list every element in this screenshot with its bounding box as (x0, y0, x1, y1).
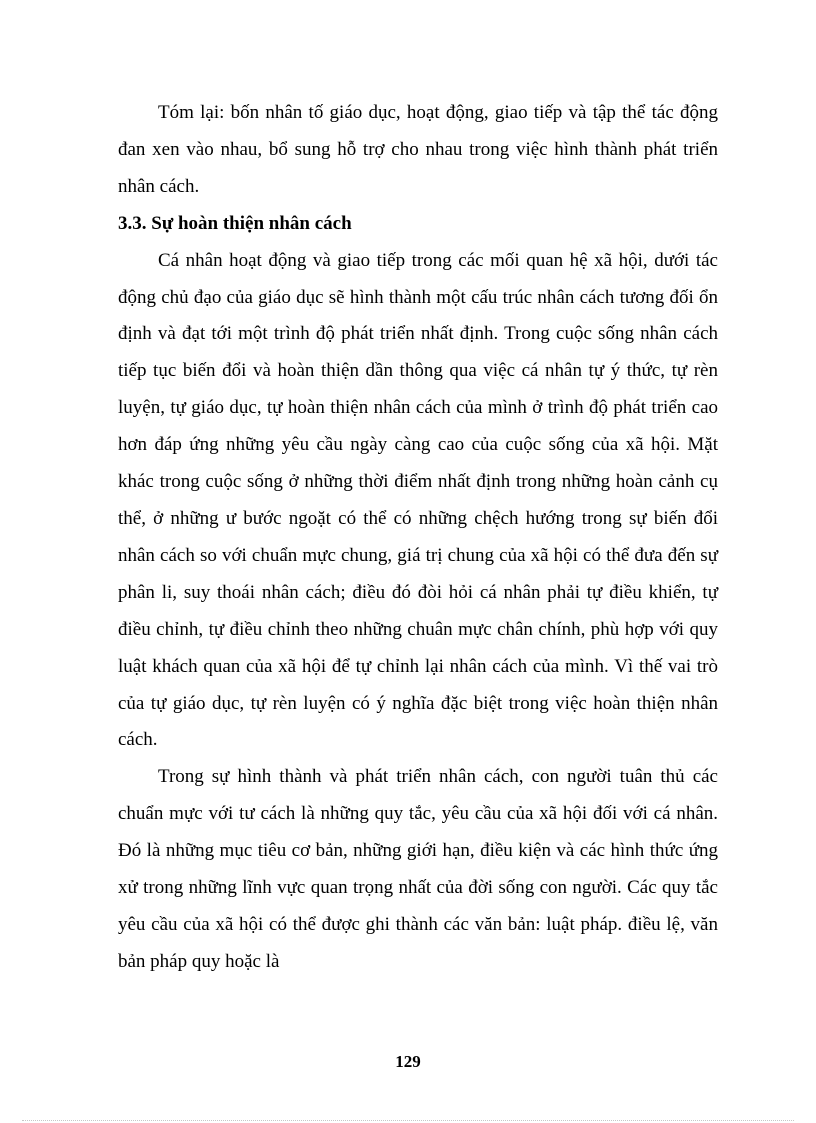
footer-divider (22, 1120, 794, 1121)
page-number: 129 (395, 1052, 421, 1071)
section-heading: 3.3. Sự hoàn thiện nhân cách (118, 212, 352, 234)
document-body (118, 95, 718, 981)
body-paragraph-2: Trong sự hình thành và phát triển nhân cách, con người tuân thủ các chuẩn mực với tư cách là những quy tắc, yêu cầu của xã hội đối với cá nhân. Đó là những mục tiêu cơ bản, những giới hạn, điều kiện và các hình thức ứng xử trong những lĩnh vực quan trọng nhất của đời sống con người. Các quy tắc yêu cầu của xã hội có thể được ghi thành các văn bản: luật pháp. điều lệ, văn bản pháp quy hoặc là (118, 766, 718, 972)
summary-paragraph: Tóm lại: bốn nhân tố giáo dục, hoạt động, giao tiếp và tập thể tác động đan xen vào nhau, bổ sung hỗ trợ cho nhau trong việc hình thành phát triển nhân cách. (118, 102, 718, 197)
body-paragraph-1: Cá nhân hoạt động và giao tiếp trong các mối quan hệ xã hội, dưới tác động chủ đạo của giáo dục sẽ hình thành một cấu trúc nhân cách tương đối ổn định và đạt tới một trình độ phát triển nhất định. Trong cuộc sống nhân cách tiếp tục biến đổi và hoàn thiện dần thông qua việc cá nhân tự ý thức, tự rèn luyện, tự giáo dục, tự hoàn thiện nhân cách của mình ở trình độ phát triển cao hơn đáp ứng những yêu cầu ngày càng cao của cuộc sống của xã hội. Mặt khác trong cuộc sống ở những thời điểm nhất định trong những hoàn cảnh cụ thể, ở những ư bước ngoặt có thể có những chệch hướng trong sự biến đổi nhân cách so với chuẩn mực chung, giá trị chung của xã hội có thể đưa đến sự phân li, suy thoái nhân cách; điều đó đòi hỏi cá nhân phải tự điều khiển, tự điều chỉnh, tự điều chỉnh theo những chuân mực chân chính, phù hợp với quy luật khách quan của xã hội để tự chỉnh lại nhân cách của mình. Vì thế vai trò của tự giáo dục, tự rèn luyện có ý nghĩa đặc biệt trong việc hoàn thiện nhân cách. (118, 249, 718, 751)
